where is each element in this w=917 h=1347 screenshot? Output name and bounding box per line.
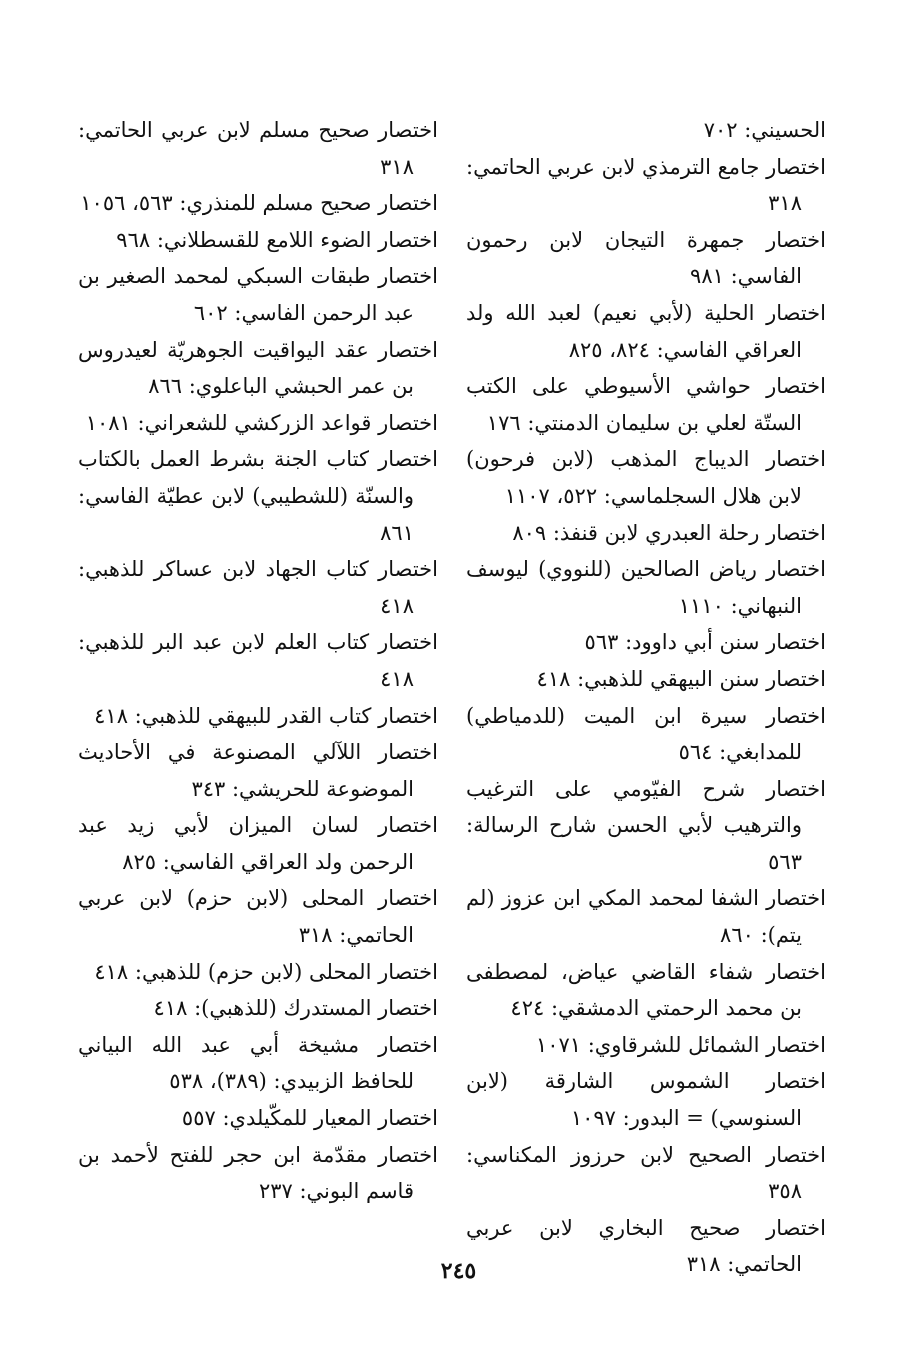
index-entry: اختصار المحلى (لابن حزم) لابن عربي الحاتمي: ٣١٨ [78, 886, 438, 948]
index-entry: اختصار الديباج المذهب (لابن فرحون) لابن هلال السجلماسي: ٥٢٢، ١١٠٧ [466, 447, 826, 508]
left-column [78, 112, 438, 1210]
index-entry: اختصار صحيح البخاري لابن عربي الحاتمي: ٣١٨ [466, 1215, 826, 1277]
index-entry: اختصار الشفا لمحمد المكي ابن عزوز (لم يتم): ٨٦٠ [466, 886, 826, 948]
index-entry: اختصار صحيح مسلم لابن عربي الحاتمي: ٣١٨ [78, 118, 438, 179]
index-entry: اختصار جامع الترمذي لابن عربي الحاتمي: ٣١٨ [466, 154, 826, 216]
index-entry: اختصار رحلة العبدري لابن قنفذ: ٨٠٩ [512, 520, 826, 545]
index-entry: اختصار كتاب الجهاد لابن عساكر للذهبي: ٤١٨ [78, 557, 438, 618]
index-entry: اختصار كتاب العلم لابن عبد البر للذهبي: ٤١٨ [78, 630, 438, 691]
index-entry: اختصار حواشي الأسيوطي على الكتب الستّة لعلي بن سليمان الدمنتي: ١٧٦ [466, 374, 826, 435]
index-entry: اختصار رياض الصالحين (للنووي) ليوسف النبهاني: ١١١٠ [466, 557, 826, 618]
index-entry: اختصار جمهرة التيجان لابن رحمون الفاسي: ٩٨١ [466, 227, 826, 289]
index-entry: اختصار كتاب القدر للبيهقي للذهبي: ٤١٨ [94, 703, 438, 728]
page-number: ٢٤٥ [440, 1258, 477, 1284]
index-entry: اختصار قواعد الزركشي للشعراني: ١٠٨١ [85, 410, 438, 435]
right-column [466, 112, 826, 1283]
index-entry: اختصار المحلى (لابن حزم) للذهبي: ٤١٨ [94, 959, 438, 984]
index-entry: اختصار المعيار للمكّيلدي: ٥٥٧ [181, 1106, 438, 1131]
index-entry: اختصار الحلية (لأبي نعيم) لعبد الله ولد العراقي الفاسي: ٨٢٤، ٨٢٥ [466, 300, 826, 362]
index-entry: اختصار سنن أبي داوود: ٥٦٣ [584, 630, 826, 655]
index-entry: الحسيني: ٧٠٢ [703, 118, 826, 142]
index-entry: اختصار صحيح مسلم للمنذري: ٥٦٣، ١٠٥٦ [80, 191, 438, 216]
index-entry: اختصار مشيخة أبي عبد الله البياني للحافظ الزبيدي: (٣٨٩)، ٥٣٨ [78, 1032, 438, 1094]
index-entry: اختصار الصحيح لابن حرزوز المكناسي: ٣٥٨ [466, 1142, 826, 1204]
index-entry: اختصار الشمائل للشرقاوي: ١٠٧١ [535, 1032, 826, 1057]
index-entry: اختصار عقد اليواقيت الجوهريّة لعيدروس بن عمر الحبشي الباعلوي: ٨٦٦ [78, 337, 438, 399]
index-entry: اختصار لسان الميزان لأبي زيد عبد الرحمن ولد العراقي الفاسي: ٨٢٥ [78, 813, 438, 874]
index-entry: اختصار سنن البيهقي للذهبي: ٤١٨ [536, 666, 826, 691]
index-entry: اختصار مقدّمة ابن حجر للفتح لأحمد بن قاسم البوني: ٢٣٧ [78, 1142, 438, 1204]
index-entry: اختصار شفاء القاضي عياض، لمصطفى بن محمد الرحمتي الدمشقي: ٤٢٤ [466, 959, 826, 1021]
index-entry: اختصار المستدرك (للذهبي): ٤١٨ [153, 996, 438, 1021]
index-entry: اختصار الشموس الشارقة (لابن السنوسي) = البدور: ١٠٩٧ [466, 1069, 826, 1131]
index-entry: اختصار الضوء اللامع للقسطلاني: ٩٦٨ [116, 227, 438, 252]
index-entry: اختصار شرح الفيّومي على الترغيب والترهيب لأبي الحسن شارح الرسالة: ٥٦٣ [466, 776, 826, 874]
index-entry: اختصار سيرة ابن الميت (للدمياطي) للمدابغي: ٥٦٤ [466, 703, 826, 765]
index-entry: اختصار كتاب الجنة بشرط العمل بالكتاب والسنّة (للشطيبي) لابن عطيّة الفاسي: ٨٦١ [78, 447, 438, 545]
index-entry: اختصار طبقات السبكي لمحمد الصغير بن عبد الرحمن الفاسي: ٦٠٢ [78, 264, 438, 325]
index-entry: اختصار اللآلي المصنوعة في الأحاديث الموضوعة للحريشي: ٣٤٣ [78, 740, 438, 801]
